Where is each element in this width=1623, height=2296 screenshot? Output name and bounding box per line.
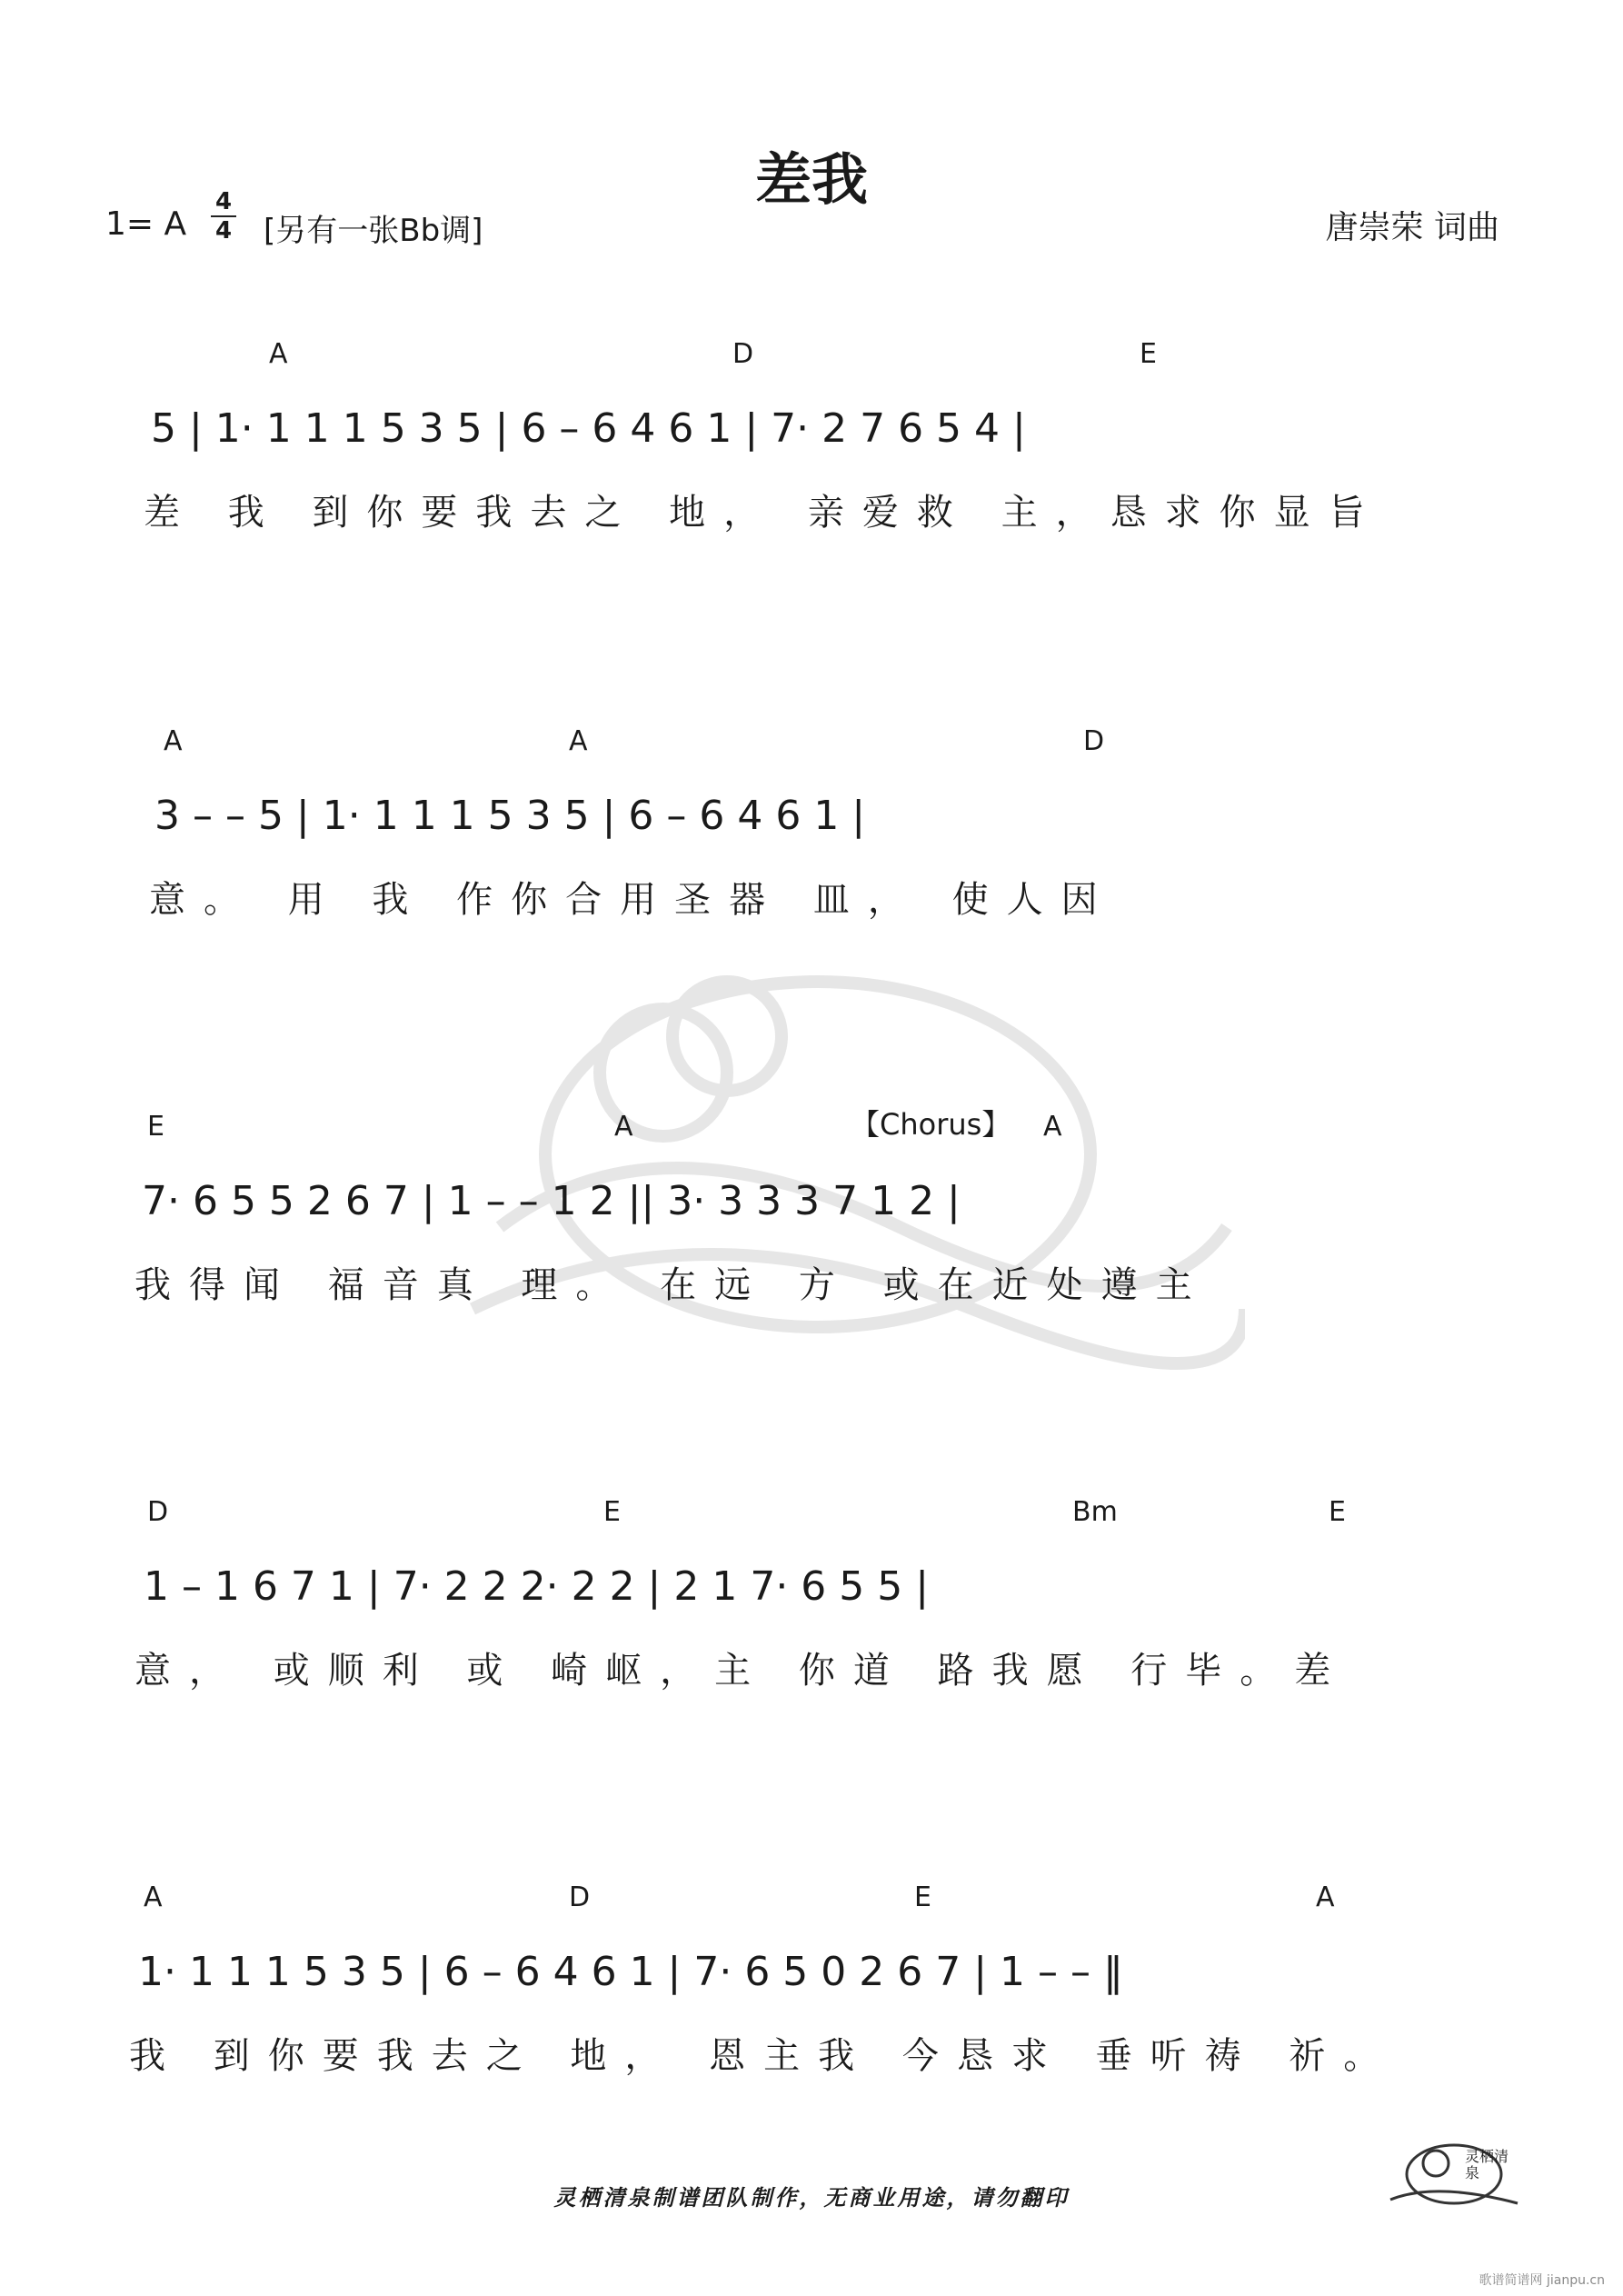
lyric-line: 差 我 到你要我去之 地， 亲爱救 主，恳求你显旨 xyxy=(144,492,1383,534)
section-label: 【Chorus】 xyxy=(851,1107,1011,1142)
chord-label: E xyxy=(603,1496,621,1528)
notation-line: 7· 6 5 5 2 6 7 | 1 – – 1 2 || 3· 3 3 3 7 1 2 | xyxy=(142,1178,961,1224)
lyric-line: 意。 用 我 作你合用圣器 皿， 使人因 xyxy=(149,879,1116,921)
notation-line: 3 – – 5 | 1· 1 1 1 5 3 5 | 6 – 6 4 6 1 | xyxy=(154,793,866,839)
lyric-line: 我得闻 福音真 理。 在远 方 或在近处遵主 xyxy=(134,1264,1210,1306)
chord-label: A xyxy=(1043,1111,1062,1143)
site-watermark: 歌谱简谱网 jianpu.cn xyxy=(1479,2273,1605,2288)
chord-label: A xyxy=(1316,1882,1335,1913)
notation-line: 1· 1 1 1 5 3 5 | 6 – 6 4 6 1 | 7· 6 5 0 2 6 7 | 1 – – ‖ xyxy=(138,1949,1123,1995)
lyric-line: 意， 或顺利 或 崎岖，主 你道 路我愿 行毕。差 xyxy=(134,1650,1349,1692)
page-title: 差我 xyxy=(754,146,868,213)
time-signature xyxy=(211,189,236,244)
chord-label: D xyxy=(1083,725,1105,757)
chord-label: E xyxy=(1329,1496,1346,1528)
chord-label: D xyxy=(147,1496,169,1528)
chord-label: A xyxy=(144,1882,163,1913)
time-bottom: 4 xyxy=(214,217,233,245)
chord-label: A xyxy=(614,1111,633,1143)
chord-label: E xyxy=(914,1882,931,1913)
time-top: 4 xyxy=(214,188,233,215)
chord-label: E xyxy=(1140,338,1157,370)
logo-text: 灵栖清泉 xyxy=(1465,2148,1509,2181)
author: 唐崇荣 词曲 xyxy=(1325,209,1499,246)
chord-label: E xyxy=(147,1111,164,1143)
footer-note: 灵栖清泉制谱团队制作，无商业用途，请勿翻印 xyxy=(553,2185,1070,2211)
alt-key-note: [另有一张Bb调] xyxy=(264,213,483,249)
chord-label: D xyxy=(569,1882,591,1913)
logo xyxy=(1381,2127,1527,2218)
lyric-line: 我 到你要我去之 地， 恩主我 今恳求 垂听祷 祈。 xyxy=(129,2035,1399,2077)
notation-line: 5 | 1· 1 1 1 5 3 5 | 6 – 6 4 6 1 | 7· 2 7 6 5 4 | xyxy=(151,405,1026,452)
chord-label: A xyxy=(569,725,588,757)
notation-line: 1 – 1 6 7 1 | 7· 2 2 2· 2 2 | 2 1 7· 6 5 5 | xyxy=(144,1563,930,1610)
chord-label: Bm xyxy=(1072,1496,1118,1528)
key-signature: 1= A xyxy=(105,205,187,243)
chord-label: A xyxy=(164,725,183,757)
chord-label: A xyxy=(269,338,288,370)
chord-label: D xyxy=(732,338,754,370)
sheep-watermark-icon xyxy=(427,927,1245,1400)
